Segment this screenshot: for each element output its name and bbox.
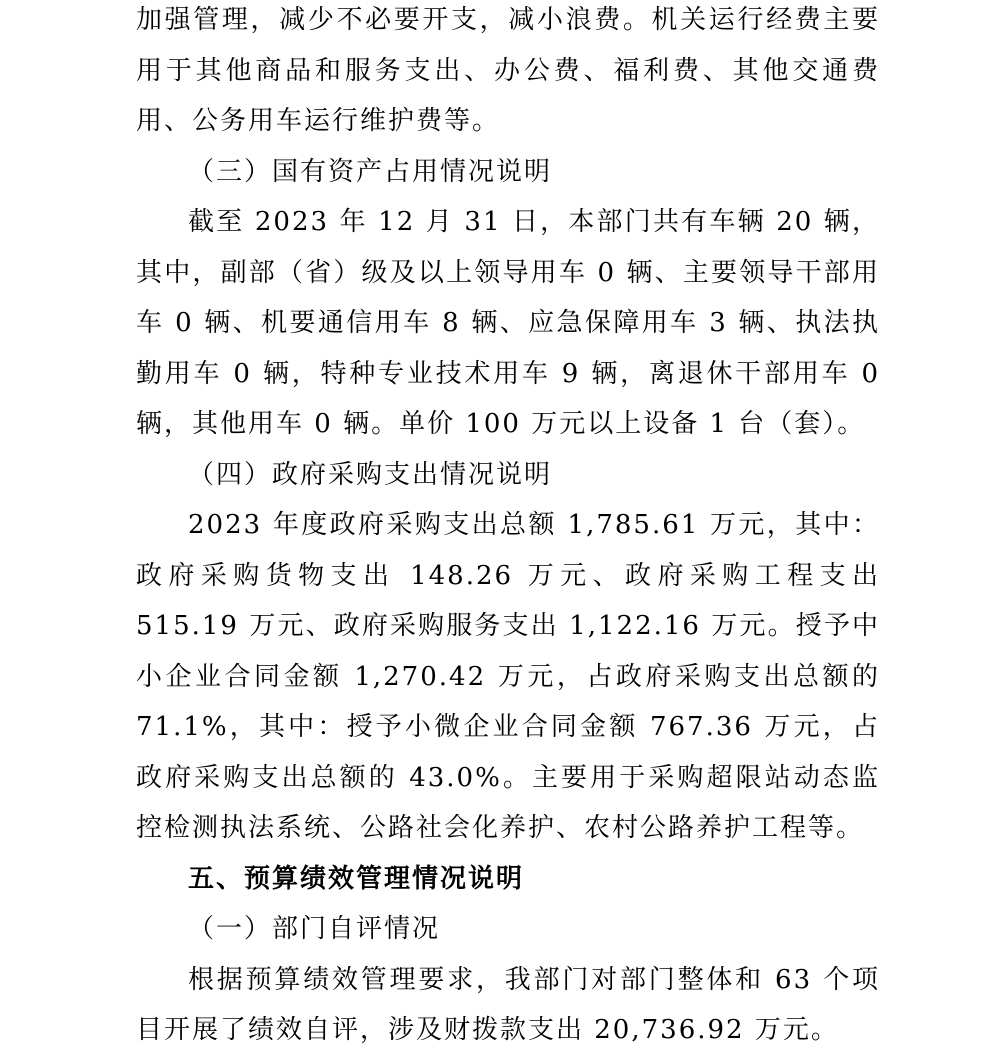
- heading-government-procurement: （四）政府采购支出情况说明: [188, 459, 553, 490]
- heading-state-assets: （三）国有资产占用情况说明: [188, 156, 553, 187]
- document-body: [136, 0, 880, 1056]
- heading-budget-performance: 五、预算绩效管理情况说明: [188, 863, 525, 894]
- paragraph-self-evaluation: 根据预算绩效管理要求，我部门对部门整体和 63 个项目开展了绩效自评，涉及财拨款支出 20,736.92 万元。: [136, 964, 880, 1045]
- paragraph-state-assets: 截至 2023 年 12 月 31 日，本部门共有车辆 20 辆，其中，副部（省）级及以上领导用车 0 辆、主要领导干部用车 0 辆、机要通信用车 8 辆、应急保障用车 3 辆、执法执勤用车 0 辆，特种专业技术用车 9 辆，离退休干部用车 0 辆，其他用车 0 辆。单价 100 万元以上设备 1 台（套）。: [136, 207, 880, 439]
- paragraph-government-procurement: 2023 年度政府采购支出总额 1,785.61 万元，其中：政府采购货物支出 148.26 万元、政府采购工程支出 515.19 万元、政府采购服务支出 1,122.16 万元。授予中小企业合同金额 1,270.42 万元，占政府采购支出总额的 71.1%，其中：授予小微企业合同金额 767.36 万元，占政府采购支出总额的 43.0%。主要用于采购超限站动态监控检测执法系统、公路社会化养护、农村公路养护工程等。: [136, 510, 880, 843]
- paragraph-operating-expenses: 加强管理，减少不必要开支，减小浪费。机关运行经费主要用于其他商品和服务支出、办公费、福利费、其他交通费用、公务用车运行维护费等。: [136, 5, 880, 136]
- heading-self-evaluation: （一）部门自评情况: [188, 914, 441, 944]
